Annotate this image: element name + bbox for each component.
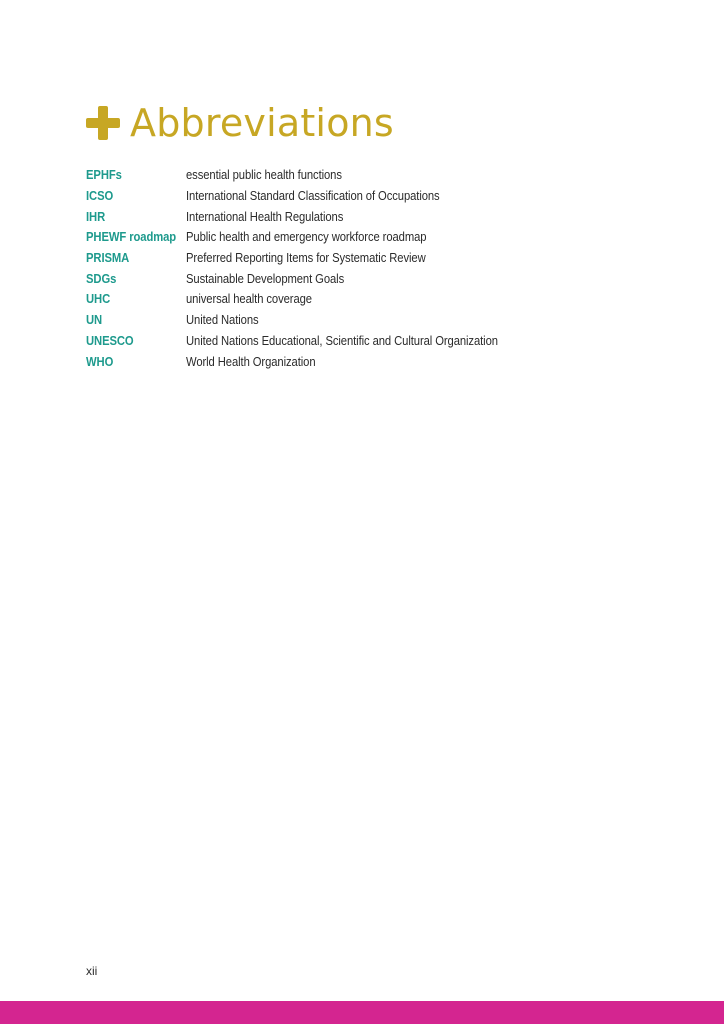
plus-icon: [86, 106, 120, 140]
abbreviation-row: [86, 289, 533, 310]
abbreviation-definition: Preferred Reporting Items for Systematic Review: [186, 251, 426, 266]
abbreviation-term: WHO: [86, 354, 114, 369]
abbreviation-term: SDGs: [86, 271, 117, 286]
page-number: xii: [86, 964, 98, 978]
abbreviation-row: [86, 268, 533, 289]
abbreviation-definition: United Nations: [186, 313, 259, 328]
abbreviation-definition: essential public health functions: [186, 168, 342, 183]
abbreviation-definition: Public health and emergency workforce roadmap: [186, 230, 427, 245]
abbreviation-row: [86, 206, 533, 227]
abbreviation-definition: International Standard Classification of Occupations: [186, 189, 440, 204]
abbreviation-definition: World Health Organization: [186, 354, 316, 369]
abbreviation-definition: United Nations Educational, Scientific and Cultural Organization: [186, 333, 498, 348]
abbreviation-definition: universal health coverage: [186, 292, 312, 307]
abbreviation-term: PHEWF roadmap: [86, 230, 177, 245]
abbreviation-term: IHR: [86, 209, 106, 224]
abbreviation-row: [86, 351, 533, 372]
abbreviation-row: [86, 165, 533, 186]
abbreviation-list: [86, 165, 533, 372]
abbreviation-definition: International Health Regulations: [186, 209, 344, 224]
abbreviation-definition: Sustainable Development Goals: [186, 271, 345, 286]
abbreviation-term: ICSO: [86, 189, 114, 204]
footer-color-bar: [0, 1001, 724, 1024]
page-title: Abbreviations: [130, 101, 394, 145]
abbreviation-term: UHC: [86, 292, 111, 307]
abbreviation-row: [86, 310, 533, 331]
title-block: [86, 100, 394, 146]
abbreviation-term: UN: [86, 313, 103, 328]
abbreviation-row: [86, 227, 533, 248]
abbreviation-term: PRISMA: [86, 251, 130, 266]
abbreviation-term: UNESCO: [86, 333, 134, 348]
abbreviation-row: [86, 331, 533, 352]
abbreviation-row: [86, 186, 533, 207]
abbreviation-term: EPHFs: [86, 168, 122, 183]
abbreviation-row: [86, 248, 533, 269]
